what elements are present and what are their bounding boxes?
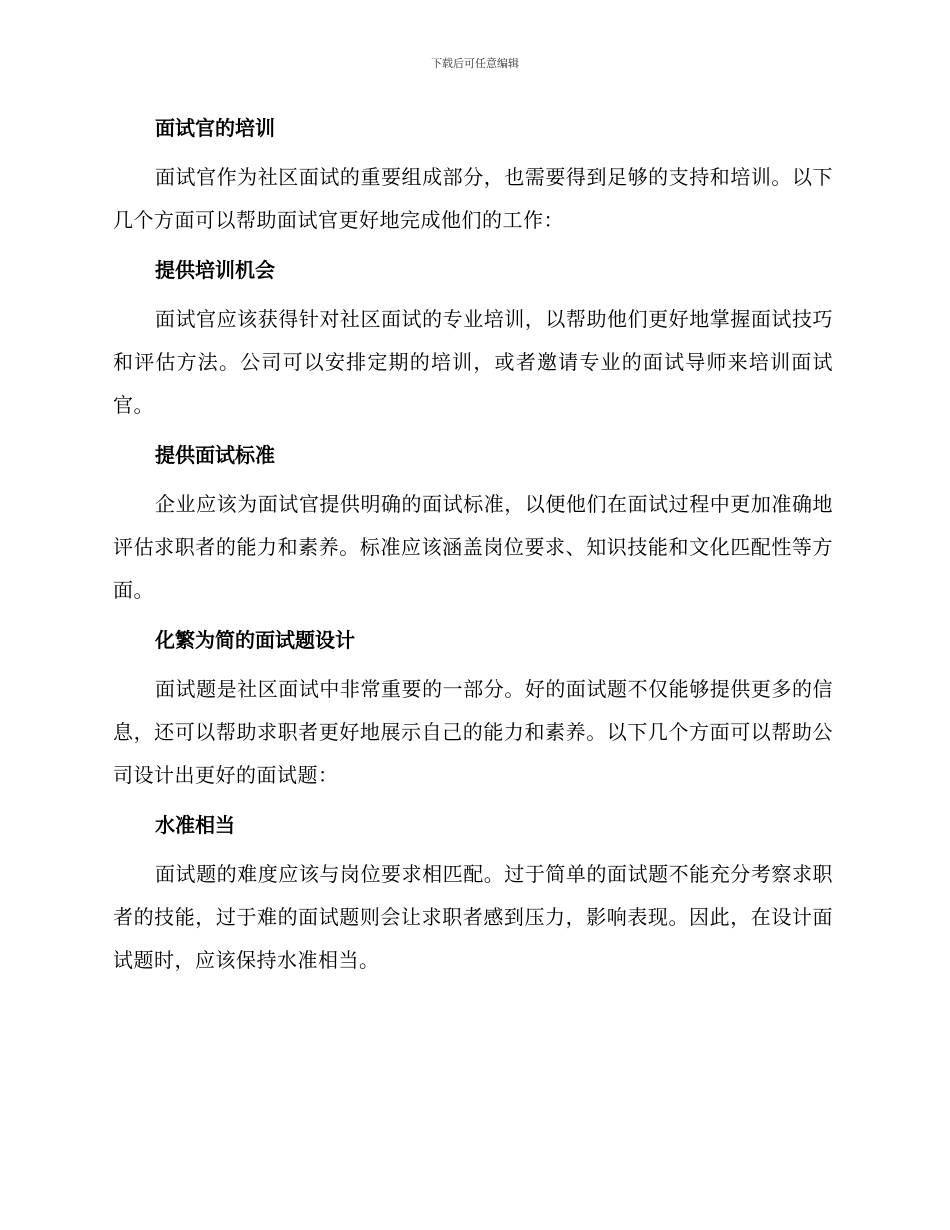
- section-heading-appropriate-level: 水准相当: [155, 813, 235, 837]
- section-paragraph-question-design: 面试题是社区面试中非常重要的一部分。好的面试题不仅能够提供更多的信息，还可以帮助求职者更好地展示自己的能力和素养。以下几个方面可以帮助公司设计出更好的面试题：: [113, 677, 833, 787]
- section-heading-question-design: 化繁为简的面试题设计: [155, 628, 355, 652]
- section-paragraph-appropriate-level: 面试题的难度应该与岗位要求相匹配。过于简单的面试题不能充分考察求职者的技能，过于难的面试题则会让求职者感到压力，影响表现。因此，在设计面试题时，应该保持水准相当。: [113, 862, 833, 972]
- section-paragraph-interview-standards: 企业应该为面试官提供明确的面试标准，以便他们在面试过程中更加准确地评估求职者的能力和素养。标准应该涵盖岗位要求、知识技能和文化匹配性等方面。: [113, 492, 833, 602]
- section-paragraph-interviewer-training: 面试官作为社区面试的重要组成部分，也需要得到足够的支持和培训。以下几个方面可以帮助面试官更好地完成他们的工作：: [113, 165, 833, 232]
- header-note: 下载后可任意编辑: [431, 57, 519, 70]
- section-heading-training-opportunities: 提供培训机会: [155, 258, 275, 282]
- document-body: [113, 108, 833, 990]
- section-heading-interviewer-training: 面试官的培训: [155, 116, 275, 140]
- section-paragraph-training-opportunities: 面试官应该获得针对社区面试的专业培训，以帮助他们更好地掌握面试技巧和评估方法。公司可以安排定期的培训，或者邀请专业的面试导师来培训面试官。: [113, 307, 833, 417]
- section-heading-interview-standards: 提供面试标准: [155, 443, 275, 467]
